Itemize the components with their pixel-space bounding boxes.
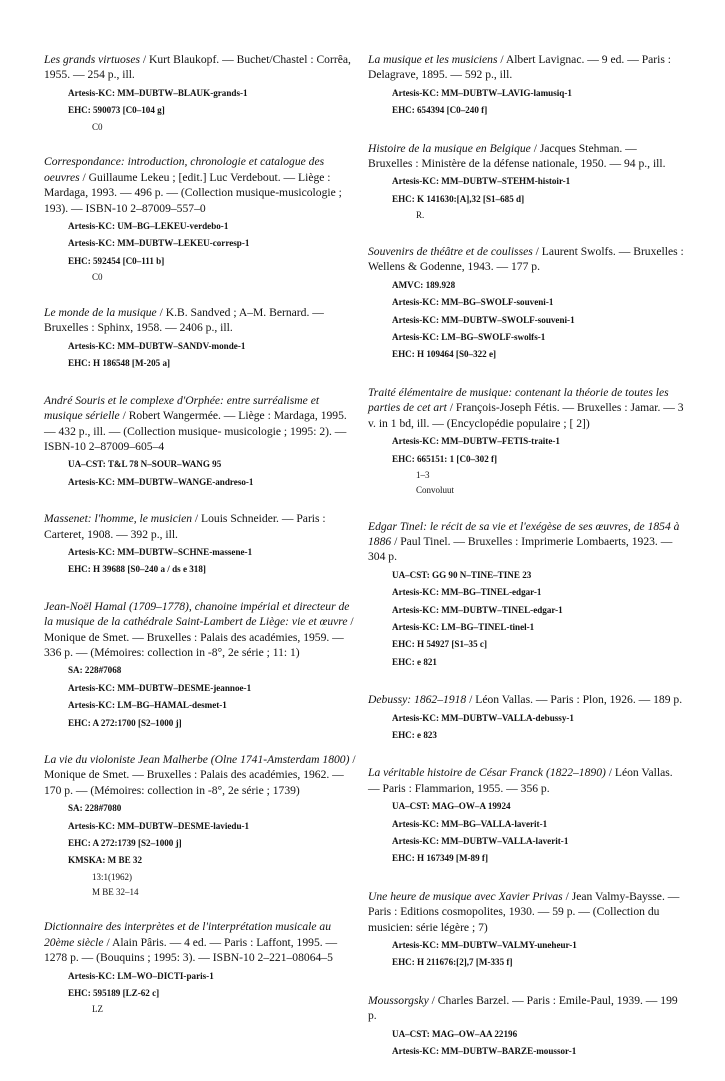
- holding-line: AMVC: 189.928: [392, 279, 456, 290]
- holding-line: Artesis-KC: UM–BG–LEKEU-verdebo-1: [68, 221, 229, 232]
- entry-details: / Jacques Stehman. — Bruxelles : Ministère de la défense nationale, 1950. — 94 p., ill.: [368, 141, 666, 171]
- holding-line: Artesis-KC: LM–BG–TINEL-tinel-1: [392, 621, 535, 632]
- holding-line: EHC: e 821: [392, 656, 437, 667]
- entry-description: [368, 52, 684, 83]
- entry-title: Moussorgsky: [368, 993, 429, 1007]
- entry-title: Le monde de la musique: [44, 306, 157, 320]
- catalog-entry: [368, 244, 684, 364]
- entry-details: / Alain Pâris. — 4 ed. — Paris : Laffont, 1995. — 1278 p. — (Bouquins ; 1995: 3). — ISBN-10 2–221–08064–5: [44, 935, 338, 965]
- entry-title: Correspondance: introduction, chronologie et catalogue des oeuvres: [44, 155, 325, 184]
- entry-details: / Louis Schneider. — Paris : Carteret, 1908. — 392 p., ill.: [44, 512, 326, 541]
- entry-description: [368, 519, 684, 565]
- holding-line: EHC: H 39688 [S0–240 a / ds e 318]: [68, 564, 206, 575]
- right-column: [368, 52, 684, 1081]
- holding-line: EHC: 654394 [C0–240 f]: [392, 105, 488, 116]
- entry-description: [368, 141, 684, 172]
- holding-line: Artesis-KC: MM–BG–SWOLF-souveni-1: [392, 297, 554, 308]
- entry-description: [44, 919, 356, 965]
- catalog-entry: [44, 305, 356, 373]
- holding-note: R.: [416, 210, 425, 221]
- holding-note: 13:1(1962): [92, 871, 132, 882]
- holding-line: Artesis-KC: MM–DUBTW–LAVIG-lamusiq-1: [392, 87, 572, 98]
- holding-note: C0: [92, 121, 103, 132]
- catalog-entry: [368, 692, 684, 744]
- holding-note: 1–3: [416, 469, 430, 480]
- entry-title: André Souris et le complexe d'Orphée: entre surréalisme et musique sérielle: [44, 393, 320, 423]
- holding-note: M BE 32–14: [92, 886, 139, 897]
- holding-line: Artesis-KC: MM–DUBTW–BLAUK-grands-1: [68, 87, 248, 98]
- entry-details: / François-Joseph Fétis. — Bruxelles : Jamar. — 3 v. in 1 bd, ill. — (Encyclopédie populaire ; [ 2]): [368, 401, 684, 430]
- entry-title: La musique et les musiciens: [368, 53, 498, 66]
- catalog-entry: [368, 765, 684, 867]
- entry-description: [368, 889, 684, 935]
- holding-line: Artesis-KC: MM–BG–VALLA-laverit-1: [392, 818, 548, 829]
- holding-line: Artesis-KC: MM–DUBTW–STEHM-histoir-1: [392, 176, 571, 187]
- catalog-entry: [368, 519, 684, 672]
- holding-line: Artesis-KC: MM–DUBTW–VALLA-debussy-1: [392, 712, 574, 723]
- catalog-entry: [44, 154, 356, 285]
- entry-title: Massenet: l'homme, le musicien: [44, 512, 193, 526]
- holding-line: Artesis-KC: MM–DUBTW–TINEL-edgar-1: [392, 604, 563, 615]
- catalog-entry: [44, 52, 356, 134]
- holding-line: EHC: 595189 [LZ-62 c]: [68, 988, 160, 999]
- left-column: [44, 52, 356, 1037]
- entry-details: / Charles Barzel. — Paris : Emile-Paul, 1939. — 199 p.: [368, 993, 678, 1023]
- entry-title: Souvenirs de théâtre et de coulisses: [368, 245, 533, 259]
- entry-description: [44, 511, 356, 542]
- entry-description: [44, 305, 356, 336]
- catalog-entry: [44, 511, 356, 579]
- holding-line: Artesis-KC: MM–DUBTW–DESME-laviedu-1: [68, 820, 250, 831]
- holding-line: UA–CST: MAG–OW–AA 22196: [392, 1028, 518, 1039]
- holding-line: SA: 228#7080: [68, 803, 122, 814]
- holding-line: UA–CST: MAG–OW–A 19924: [392, 801, 511, 812]
- entry-description: [368, 993, 684, 1024]
- holding-line: KMSKA: M BE 32: [68, 855, 143, 866]
- holding-line: Artesis-KC: MM–DUBTW–LEKEU-corresp-1: [68, 238, 250, 249]
- entry-description: [368, 692, 684, 707]
- entry-description: [44, 599, 356, 661]
- holding-line: EHC: H 54927 [S1–35 c]: [392, 639, 487, 650]
- holding-line: Artesis-KC: MM–DUBTW–SWOLF-souveni-1: [392, 314, 575, 325]
- holding-line: EHC: H 211676:[2],7 [M-335 f]: [392, 957, 513, 968]
- holding-line: Artesis-KC: LM–BG–SWOLF-swolfs-1: [392, 332, 546, 343]
- entry-details: / Léon Vallas. — Paris : Plon, 1926. — 189 p.: [466, 693, 683, 707]
- entry-description: [44, 393, 356, 455]
- entry-title: Debussy: 1862–1918: [368, 693, 467, 707]
- entry-title: Jean-Noël Hamal (1709–1778), chanoine impérial et directeur de la musique de la cathédrale Saint-Lambert de Liège: vie et œuvre: [44, 599, 350, 629]
- entry-details: / K.B. Sandved ; A–M. Bernard. — Bruxelles : Sphinx, 1958. — 2406 p., ill.: [44, 306, 324, 335]
- entry-details: / Laurent Swolfs. — Bruxelles : Wellens & Godenne, 1943. — 177 p.: [368, 245, 684, 274]
- catalog-entry: [368, 993, 684, 1061]
- entry-details: / Guillaume Lekeu ; [edit.] Luc Verdebout. — Liège : Mardaga, 1993. — 496 p. — (Collection musique-musicologie ; 193). — ISBN-10 2–87009–557–0: [44, 170, 342, 215]
- holding-line: EHC: e 823: [392, 729, 437, 740]
- catalog-entry: [368, 52, 684, 120]
- holding-line: Artesis-KC: MM–DUBTW–VALLA-laverit-1: [392, 836, 569, 847]
- holding-line: Artesis-KC: MM–DUBTW–WANGE-andreso-1: [68, 476, 254, 487]
- entry-details: / Jean Valmy-Baysse. — Paris : Editions cosmopolites, 1930. — 59 p. — (Collection du musicien: série légère ; 7): [368, 889, 680, 934]
- holding-line: EHC: 590073 [C0–104 g]: [68, 105, 165, 116]
- entry-title: Une heure de musique avec Xavier Privas: [368, 889, 563, 903]
- catalog-entry: [368, 385, 684, 498]
- entry-title: Dictionnaire des interprètes et de l'interprétation musicale au 20ème siècle: [44, 920, 332, 949]
- catalog-entry: [44, 919, 356, 1017]
- holding-line: Artesis-KC: MM–DUBTW–SANDV-monde-1: [68, 340, 246, 351]
- catalog-entry: [44, 599, 356, 732]
- entry-title: La vie du violoniste Jean Malherbe (Olne 1741-Amsterdam 1800): [44, 753, 350, 766]
- holding-line: UA–CST: GG 90 N–TINE–TINE 23: [392, 569, 532, 580]
- holding-line: EHC: 592454 [C0–111 b]: [68, 255, 165, 266]
- entry-description: [368, 244, 684, 275]
- catalog-entry: [44, 752, 356, 899]
- holding-note: LZ: [92, 1004, 103, 1015]
- holding-line: Artesis-KC: MM–DUBTW–FETIS-traite-1: [392, 436, 560, 447]
- holding-line: Artesis-KC: LM–BG–HAMAL-desmet-1: [68, 700, 227, 711]
- holding-note: C0: [92, 272, 103, 283]
- entry-details: / Monique de Smet. — Bruxelles : Palais des académies, 1962. — 170 p. — (Mémoires: collection in -8°, 2e série ; 1739): [44, 753, 356, 797]
- entry-details: / Robert Wangermée. — Liège : Mardaga, 1995. — 432 p., ill. — (Collection musique- musicologie ; 1995: 2). — ISBN-10 2–87009–605–4: [44, 409, 347, 453]
- catalog-entry: [368, 889, 684, 972]
- holding-line: Artesis-KC: MM–DUBTW–DESME-jeannoe-1: [68, 682, 252, 693]
- holding-line: EHC: A 272:1739 [S2–1000 j]: [68, 838, 182, 849]
- holding-line: Artesis-KC: MM–DUBTW–SCHNE-massene-1: [68, 546, 253, 557]
- entry-title: Traité élémentaire de musique: contenant la théorie de toutes les parties de cet art: [368, 385, 669, 415]
- holding-line: SA: 228#7068: [68, 665, 122, 676]
- entry-details: / Monique de Smet. — Bruxelles : Palais des académies, 1959. — 336 p. — (Mémoires: collection in -8°, 2e série ; 11: 1): [44, 615, 354, 659]
- entry-details: / Albert Lavignac. — 9 ed. — Paris : Delagrave, 1895. — 592 p., ill.: [368, 53, 672, 82]
- holding-line: EHC: 665151: 1 [C0–302 f]: [392, 453, 498, 464]
- entry-details: / Paul Tinel. — Bruxelles : Imprimerie Lombaerts, 1923. — 304 p.: [368, 534, 673, 564]
- holding-line: Artesis-KC: MM–DUBTW–BARZE-moussor-1: [392, 1046, 577, 1057]
- catalog-entry: [368, 141, 684, 223]
- entry-title: Histoire de la musique en Belgique: [368, 141, 531, 155]
- entry-details: / Léon Vallas. — Paris : Flammarion, 1955. — 356 p.: [368, 766, 673, 795]
- entry-title: Les grands virtuoses: [44, 53, 140, 66]
- holding-line: EHC: A 272:1700 [S2–1000 j]: [68, 717, 182, 728]
- holding-line: Artesis-KC: MM–DUBTW–VALMY-uneheur-1: [392, 940, 577, 951]
- entry-description: [368, 385, 684, 431]
- holding-line: EHC: H 167349 [M-89 f]: [392, 853, 488, 864]
- entry-description: [44, 752, 356, 798]
- catalog-entry: [44, 393, 356, 491]
- holding-line: EHC: H 109464 [S0–322 e]: [392, 349, 497, 360]
- holding-line: EHC: K 141630:[A],32 [S1–685 d]: [392, 193, 525, 204]
- entry-description: [368, 765, 684, 796]
- entry-title: La véritable histoire de César Franck (1822–1890): [368, 766, 606, 780]
- holding-note: Convoluut: [416, 484, 455, 495]
- holding-line: EHC: H 186548 [M-205 a]: [68, 358, 171, 369]
- holding-line: UA–CST: T&L 78 N–SOUR–WANG 95: [68, 459, 222, 470]
- entry-details: / Kurt Blaukopf. — Buchet/Chastel : Corrêa, 1955. — 254 p., ill.: [44, 53, 351, 82]
- holding-line: Artesis-KC: MM–BG–TINEL-edgar-1: [392, 587, 542, 598]
- entry-title: Edgar Tinel: le récit de sa vie et l'exégèse de ses œuvres, de 1854 à 1886: [368, 519, 680, 548]
- holding-line: Artesis-KC: LM–WO–DICTI-paris-1: [68, 970, 214, 981]
- entry-description: [44, 154, 356, 216]
- entry-description: [44, 52, 356, 83]
